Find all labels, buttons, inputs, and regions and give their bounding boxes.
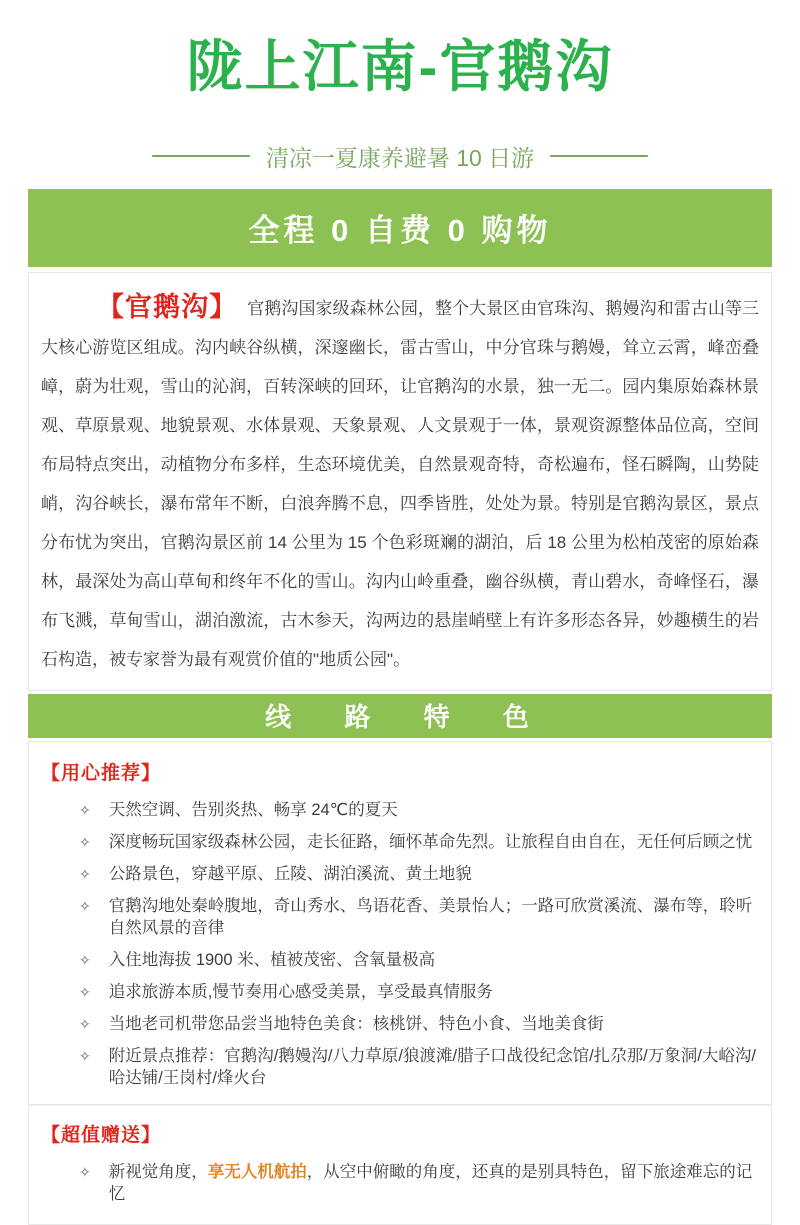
list-item-text (109, 1161, 761, 1205)
sparkle-bullet-icon: ✧ (79, 1015, 91, 1032)
page-title: 陇上江南-官鹅沟 (186, 35, 614, 98)
list-item (39, 826, 761, 858)
list-item (39, 1008, 761, 1040)
subtitle-left-dash (152, 155, 250, 157)
list-item (39, 890, 761, 944)
list-item (39, 858, 761, 890)
recommend-list (39, 794, 761, 1094)
bonus-text-suffix: ，从空中俯瞰的角度，还真的是别具特色，留下旅途难忘的记忆 (108, 1162, 753, 1203)
list-item-text: 附近景点推荐：官鹅沟/鹅嫚沟/八力草原/狼渡滩/腊子口战役纪念馆/扎尕那/万象洞/大峪沟/哈达铺/王岗村/烽火台 (108, 1046, 756, 1087)
bonus-heading: 【超值赠送】 (41, 1124, 162, 1146)
recommend-heading: 【用心推荐】 (41, 762, 162, 784)
list-item (39, 1156, 761, 1210)
sparkle-bullet-icon: ✧ (79, 983, 91, 1000)
list-item-text: 入住地海拔 1900 米、植被茂密、含氧量极高 (108, 950, 436, 969)
intro-paragraph (41, 288, 759, 679)
list-item (39, 1040, 761, 1094)
list-item-text: 官鹅沟地处秦岭腹地，奇山秀水、鸟语花香、美景怡人；一路可欣赏溪流、瀑布等，聆听自然风景的音律 (108, 896, 753, 937)
route-features-banner (28, 694, 772, 738)
recommend-section (28, 741, 772, 1105)
sparkle-bullet-icon: ✧ (79, 1163, 91, 1180)
sparkle-bullet-icon: ✧ (79, 897, 91, 914)
header (0, 0, 800, 173)
sparkle-bullet-icon: ✧ (79, 951, 91, 968)
list-item-text: 公路景色，穿越平原、丘陵、湖泊溪流、黄土地貌 (108, 864, 472, 883)
sparkle-bullet-icon: ✧ (79, 801, 91, 818)
subtitle-text: 清凉一夏康养避暑 10 日游 (265, 144, 535, 171)
intro-tag: 【官鹅沟】 (97, 291, 238, 322)
list-item-text: 深度畅玩国家级森林公园，走长征路，缅怀革命先烈。让旅程自由自在，无任何后顾之忧 (108, 832, 753, 851)
zero-fee-banner-text: 全程 0 自费 0 购物 (248, 213, 552, 249)
list-item (39, 794, 761, 826)
intro-section (28, 272, 772, 691)
subtitle (0, 140, 800, 173)
intro-body-text: 官鹅沟国家级森林公园，整个大景区由官珠沟、鹅嫚沟和雷古山等三大核心游览区组成。沟内峡谷纵横，深邃幽长，雷古雪山，中分官珠与鹅嫚，耸立云霄，峰峦叠嶂，蔚为壮观，雪山的沁润，百转深峡的回环，让官鹅沟的水景，独一无二。园内集原始森林景观、草原景观、地貌景观、水体景观、天象景观、人文景观于一体，景观资源整体品位高，空间布局特点突出，动植物分布多样，生态环境优美，自然景观奇特，奇松遍布，怪石瞬陶，山势陡峭，沟谷峡长，瀑布常年不断，白浪奔腾不息，四季皆胜，处处为景。特别是官鹅沟景区，景点分布忧为突出，官鹅沟景区前 14 公里为 15 个色彩斑斓的湖泊，后 18 公里为松柏茂密的原始森林，最深处为高山草甸和终年不化的雪山。沟内山岭重叠，幽谷纵横，青山碧水，奇峰怪石，瀑布飞溅，草甸雪山，湖泊激流，古木参天，沟两边的悬崖峭壁上有许多形态各异，妙趣横生的岩石构造，被专家誉为最有观赏价值的"地质公园"。 (41, 298, 760, 669)
bonus-list (39, 1156, 761, 1210)
bonus-text-highlight: 享无人机航拍 (207, 1162, 307, 1181)
sparkle-bullet-icon: ✧ (79, 833, 91, 850)
zero-fee-banner (28, 189, 772, 267)
bonus-section (28, 1105, 772, 1225)
bonus-text-prefix: 新视觉角度， (108, 1162, 208, 1181)
list-item-text: 天然空调、告别炎热、畅享 24℃的夏天 (108, 800, 398, 819)
list-item (39, 944, 761, 976)
list-item (39, 976, 761, 1008)
sparkle-bullet-icon: ✧ (79, 1047, 91, 1064)
route-features-banner-text: 线 路 特 色 (265, 702, 535, 733)
list-item-text: 当地老司机带您品尝当地特色美食：核桃饼、特色小食、当地美食街 (108, 1014, 604, 1033)
list-item-text: 追求旅游本质,慢节奏用心感受美景，享受最真情服务 (108, 982, 493, 1001)
subtitle-right-dash (550, 155, 648, 157)
sparkle-bullet-icon: ✧ (79, 865, 91, 882)
